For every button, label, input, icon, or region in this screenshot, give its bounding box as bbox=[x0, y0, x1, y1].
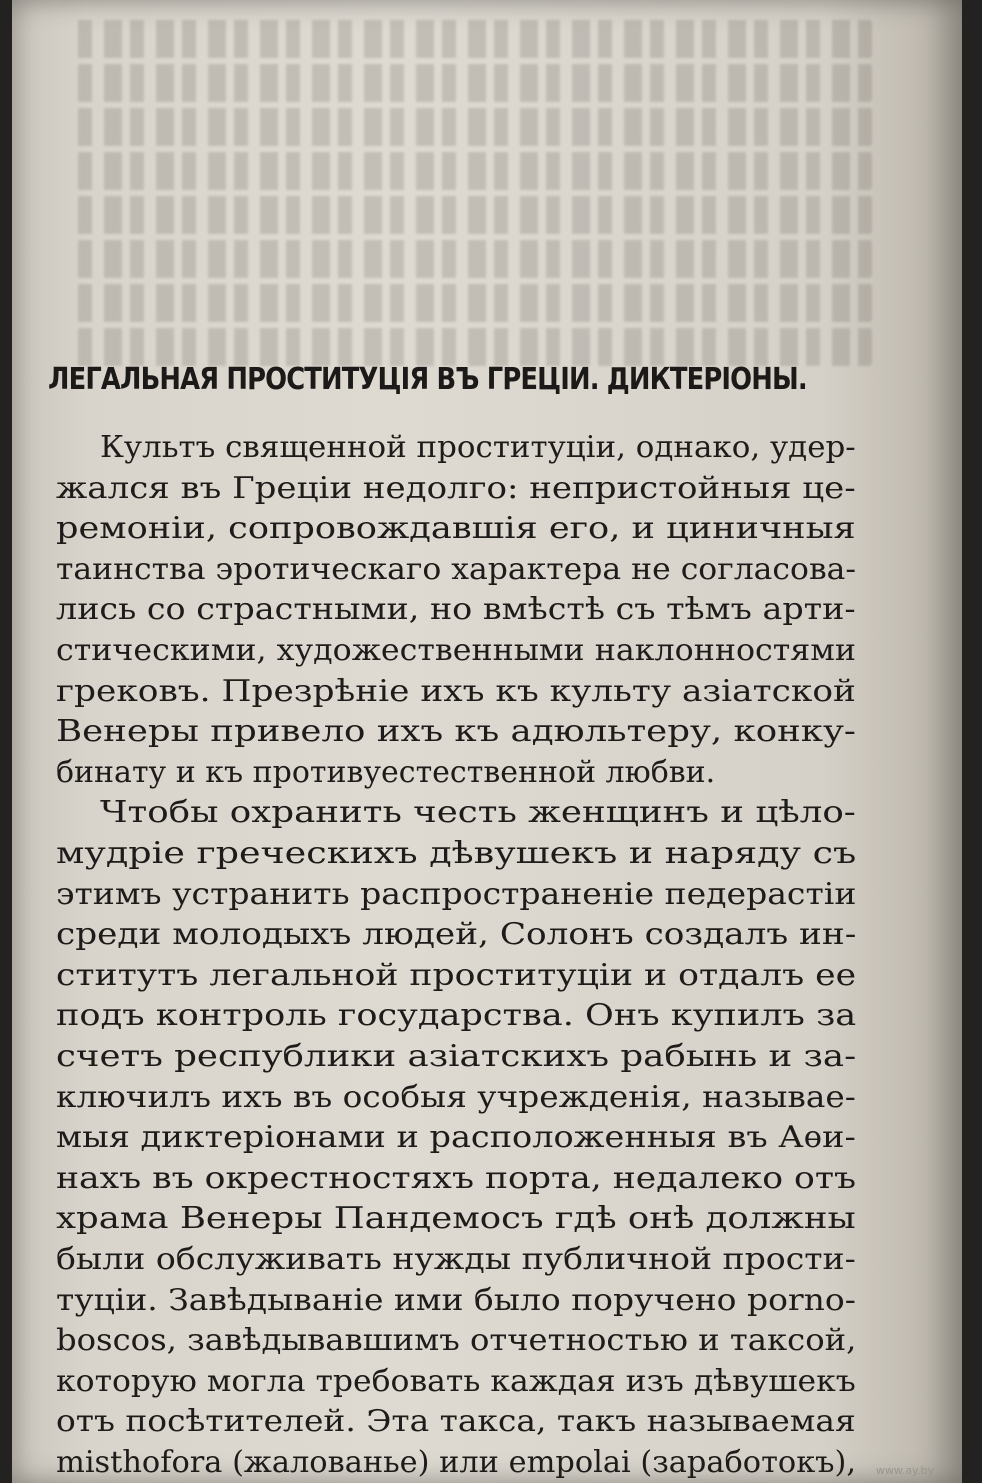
text-line: мудріе греческихъ дѣвушекъ и наряду съ bbox=[56, 836, 857, 871]
text-line: ститутъ легальной проституціи и отдалъ ее bbox=[56, 957, 857, 993]
text-line: ремоніи, сопровождавшія его, и циничныя bbox=[56, 511, 856, 547]
watermark: www.ay.by bbox=[875, 1464, 934, 1477]
text-line: жался въ Греціи недолго: непристойныя це- bbox=[56, 470, 856, 506]
text-line: счетъ республики азіатскихъ рабынь и за- bbox=[56, 1039, 857, 1074]
text-line: этимъ устранить распространеніе педерастіи bbox=[56, 876, 857, 912]
text-line: таинства эротическаго характера не согласова- bbox=[56, 551, 857, 587]
text-line: бинату и къ противуестественной любви. bbox=[56, 754, 716, 790]
text-line: boscos, завѣдывавшимъ отчетностью и таксой, bbox=[56, 1323, 857, 1359]
text-line: Чтобы охранить честь женщинъ и цѣло- bbox=[100, 795, 856, 831]
text-line: грековъ. Презрѣніе ихъ къ культу азіатской bbox=[56, 673, 856, 709]
text-line: ключилъ ихъ въ особыя учрежденія, называе- bbox=[56, 1079, 856, 1115]
text-line: Культъ священной проституціи, однако, удер- bbox=[100, 430, 856, 465]
text-line: храма Венеры Пандемосъ гдѣ онѣ должны bbox=[56, 1201, 856, 1237]
text-line: нахъ въ окрестностяхъ порта, недалеко отъ bbox=[56, 1160, 857, 1196]
book-page bbox=[12, 0, 962, 1483]
text-line: туціи. Завѣдываніе ими было поручено porno- bbox=[56, 1282, 856, 1318]
text-line: Венеры привело ихъ къ адюльтеру, конку- bbox=[56, 714, 856, 750]
text-line: лись со страстными, но вмѣстѣ съ тѣмъ арти- bbox=[56, 592, 856, 628]
bleed-through-text bbox=[72, 20, 872, 380]
text-line: мыя диктеріонами и расположенныя въ Аѳи- bbox=[56, 1120, 856, 1156]
text-line: среди молодыхъ людей, Солонъ создалъ ин- bbox=[56, 917, 857, 953]
section-heading: ЛЕГАЛЬНАЯ ПРОСТИТУЦІЯ ВЪ ГРЕЦІИ. ДИКТЕРІОНЫ. bbox=[48, 362, 807, 397]
text-line: которую могла требовать каждая изъ дѣвушекъ bbox=[56, 1363, 856, 1399]
text-line: отъ посѣтителей. Эта такса, такъ называемая bbox=[56, 1404, 856, 1440]
text-line: подъ контроль государства. Онъ купилъ за bbox=[56, 998, 857, 1034]
text-line: стическими, художественными наклонностями bbox=[56, 633, 857, 668]
text-line: misthofora (жалованье) или empolai (заработокъ), bbox=[56, 1445, 857, 1480]
text-line: были обслуживать нужды публичной прости- bbox=[56, 1242, 856, 1277]
